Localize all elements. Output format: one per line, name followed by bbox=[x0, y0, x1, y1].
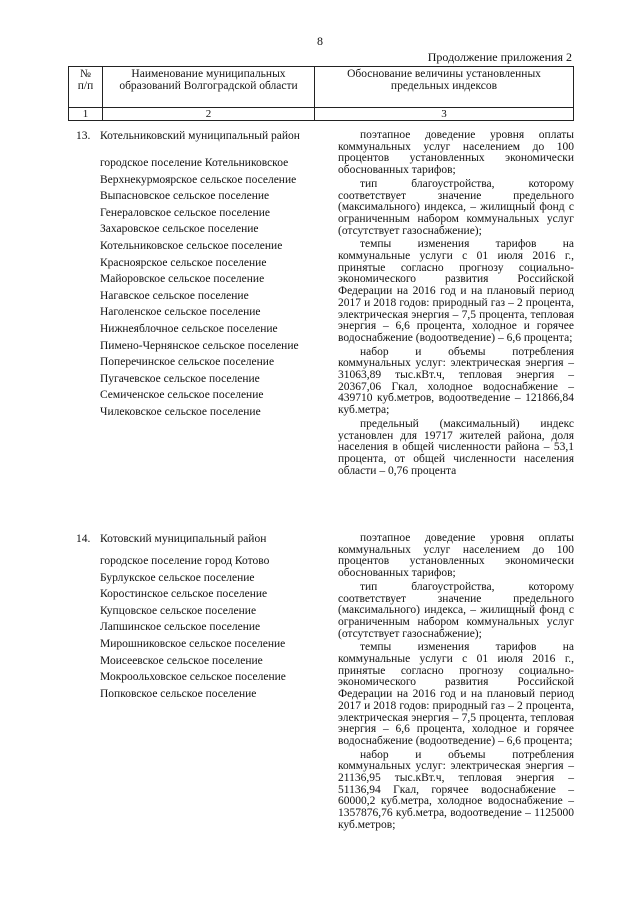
section-number: 13. bbox=[76, 130, 91, 142]
justification-paragraph: предельный (максимальный) индекс установлен для 19717 жителей района, доля населения в общей численности района – 53,1 процента, от общей численности населения области – 0,76 процента bbox=[338, 417, 574, 477]
list-item: Котельниковское сельское поселение bbox=[100, 239, 283, 252]
justification-paragraph: тип благоустройства, которому соответствует значение предельного (максимального) индекса, – жилищный фонд с ограниченным набором коммунальных услуг (отсутствует газоснабжение); bbox=[338, 177, 574, 237]
header-col-number: № п/п bbox=[69, 67, 103, 108]
list-item: Захаровское сельское поселение bbox=[100, 223, 259, 236]
justification-paragraph: набор и объемы потребления коммунальных услуг: электрическая энергия – 21136,95 тыс.кВт.ч, тепловая энергия – 51136,94 Гкал, горячее водоснабжение – 60000,2 куб.метра, холодное водоснабжение – 1357876,76 куб.метра, водоотведение – 1125000 куб.метров; bbox=[338, 748, 574, 831]
list-item: Бурлукское сельское поселение bbox=[100, 571, 255, 584]
justification-paragraph: тип благоустройства, которому соответствует значение предельного (максимального) индекса, – жилищный фонд с ограниченным набором коммунальных услуг (отсутствует газоснабжение); bbox=[338, 580, 574, 640]
justification-text bbox=[338, 533, 574, 834]
list-item: городское поселение город Котово bbox=[100, 555, 270, 567]
list-item: Красноярское сельское поселение bbox=[100, 256, 267, 269]
header-col-municipality: Наименование муниципальных образований Волгоградской области bbox=[103, 67, 315, 108]
section-number: 14. bbox=[76, 533, 91, 545]
list-item: Пимено-Чернянское сельское поселение bbox=[100, 339, 299, 352]
list-item: Выпасновское сельское поселение bbox=[100, 190, 270, 203]
list-item: Семиченское сельское поселение bbox=[100, 389, 264, 402]
list-item: Нагавское сельское поселение bbox=[100, 289, 249, 302]
list-item: Попковское сельское поселение bbox=[100, 687, 257, 700]
list-item: Чилековское сельское поселение bbox=[100, 405, 261, 418]
header-num-1: 1 bbox=[69, 108, 103, 121]
justification-paragraph: темпы изменения тарифов на коммунальные услуги с 01 июля 2016 г., принятые согласно прогнозу социально-экономического развития Российской Федерации на 2016 год и на плановый период 2017 и 2018 годов: природный газ – 2 процента, электрическая энергия – 7,5 процента, тепловая энергия – 6,6 процента, холодное и горячее водоснабжение (водоотведение) – 6,6 процента; bbox=[338, 641, 574, 747]
list-item: Мокроольховское сельское поселение bbox=[100, 671, 286, 684]
justification-text bbox=[338, 130, 574, 479]
settlement-list bbox=[100, 553, 286, 702]
list-item: Коростинское сельское поселение bbox=[100, 588, 268, 601]
list-item: Пугачевское сельское поселение bbox=[100, 372, 260, 385]
list-item: Верхнекурмоярское сельское поселение bbox=[100, 173, 297, 186]
list-item: Генераловское сельское поселение bbox=[100, 206, 271, 219]
settlement-list bbox=[100, 155, 299, 421]
table-header bbox=[68, 66, 574, 121]
continuation-label: Продолжение приложения 2 bbox=[427, 50, 572, 64]
list-item: Моисеевское сельское поселение bbox=[100, 654, 263, 667]
header-num-3: 3 bbox=[315, 108, 574, 121]
justification-paragraph: поэтапное доведение уровня оплаты коммунальных услуг населением до 100 процентов установленных экономически обоснованных тарифов; bbox=[338, 129, 574, 177]
justification-paragraph: поэтапное доведение уровня оплаты коммунальных услуг населением до 100 процентов установленных экономически обоснованных тарифов; bbox=[338, 532, 574, 580]
header-col-justification: Обоснование величины установленных предельных индексов bbox=[315, 67, 574, 108]
justification-paragraph: набор и объемы потребления коммунальных услуг: электрическая энергия – 31063,89 тыс.кВт.ч, тепловая энергия – 20367,06 Гкал, холодное водоснабжение – 439710 куб.метров, водоотведение – 121866,84 куб.метра; bbox=[338, 345, 574, 417]
list-item: Купцовское сельское поселение bbox=[100, 604, 257, 617]
list-item: Поперечинское сельское поселение bbox=[100, 356, 275, 369]
justification-paragraph: темпы изменения тарифов на коммунальные услуги с 01 июля 2016 г., принятые согласно прогнозу социально-экономического развития Российской Федерации на 2016 год и на плановый период 2017 и 2018 годов: природный газ – 2 процента, электрическая энергия – 7,5 процента, тепловая энергия – 6,6 процента, холодное и горячее водоснабжение (водоотведение) – 6,6 процента; bbox=[338, 238, 574, 344]
list-item: Нижнеяблочное сельское поселение bbox=[100, 322, 278, 335]
section-title: Котовский муниципальный район bbox=[100, 533, 267, 545]
list-item: Лапшинское сельское поселение bbox=[100, 621, 261, 634]
header-num-2: 2 bbox=[103, 108, 315, 121]
page-number: 8 bbox=[317, 34, 323, 48]
section-title: Котельниковский муниципальный район bbox=[100, 130, 300, 142]
list-item: городское поселение Котельниковское bbox=[100, 157, 289, 169]
list-item: Майоровское сельское поселение bbox=[100, 273, 265, 286]
list-item: Наголенское сельское поселение bbox=[100, 306, 261, 319]
list-item: Мирошниковское сельское поселение bbox=[100, 637, 286, 650]
